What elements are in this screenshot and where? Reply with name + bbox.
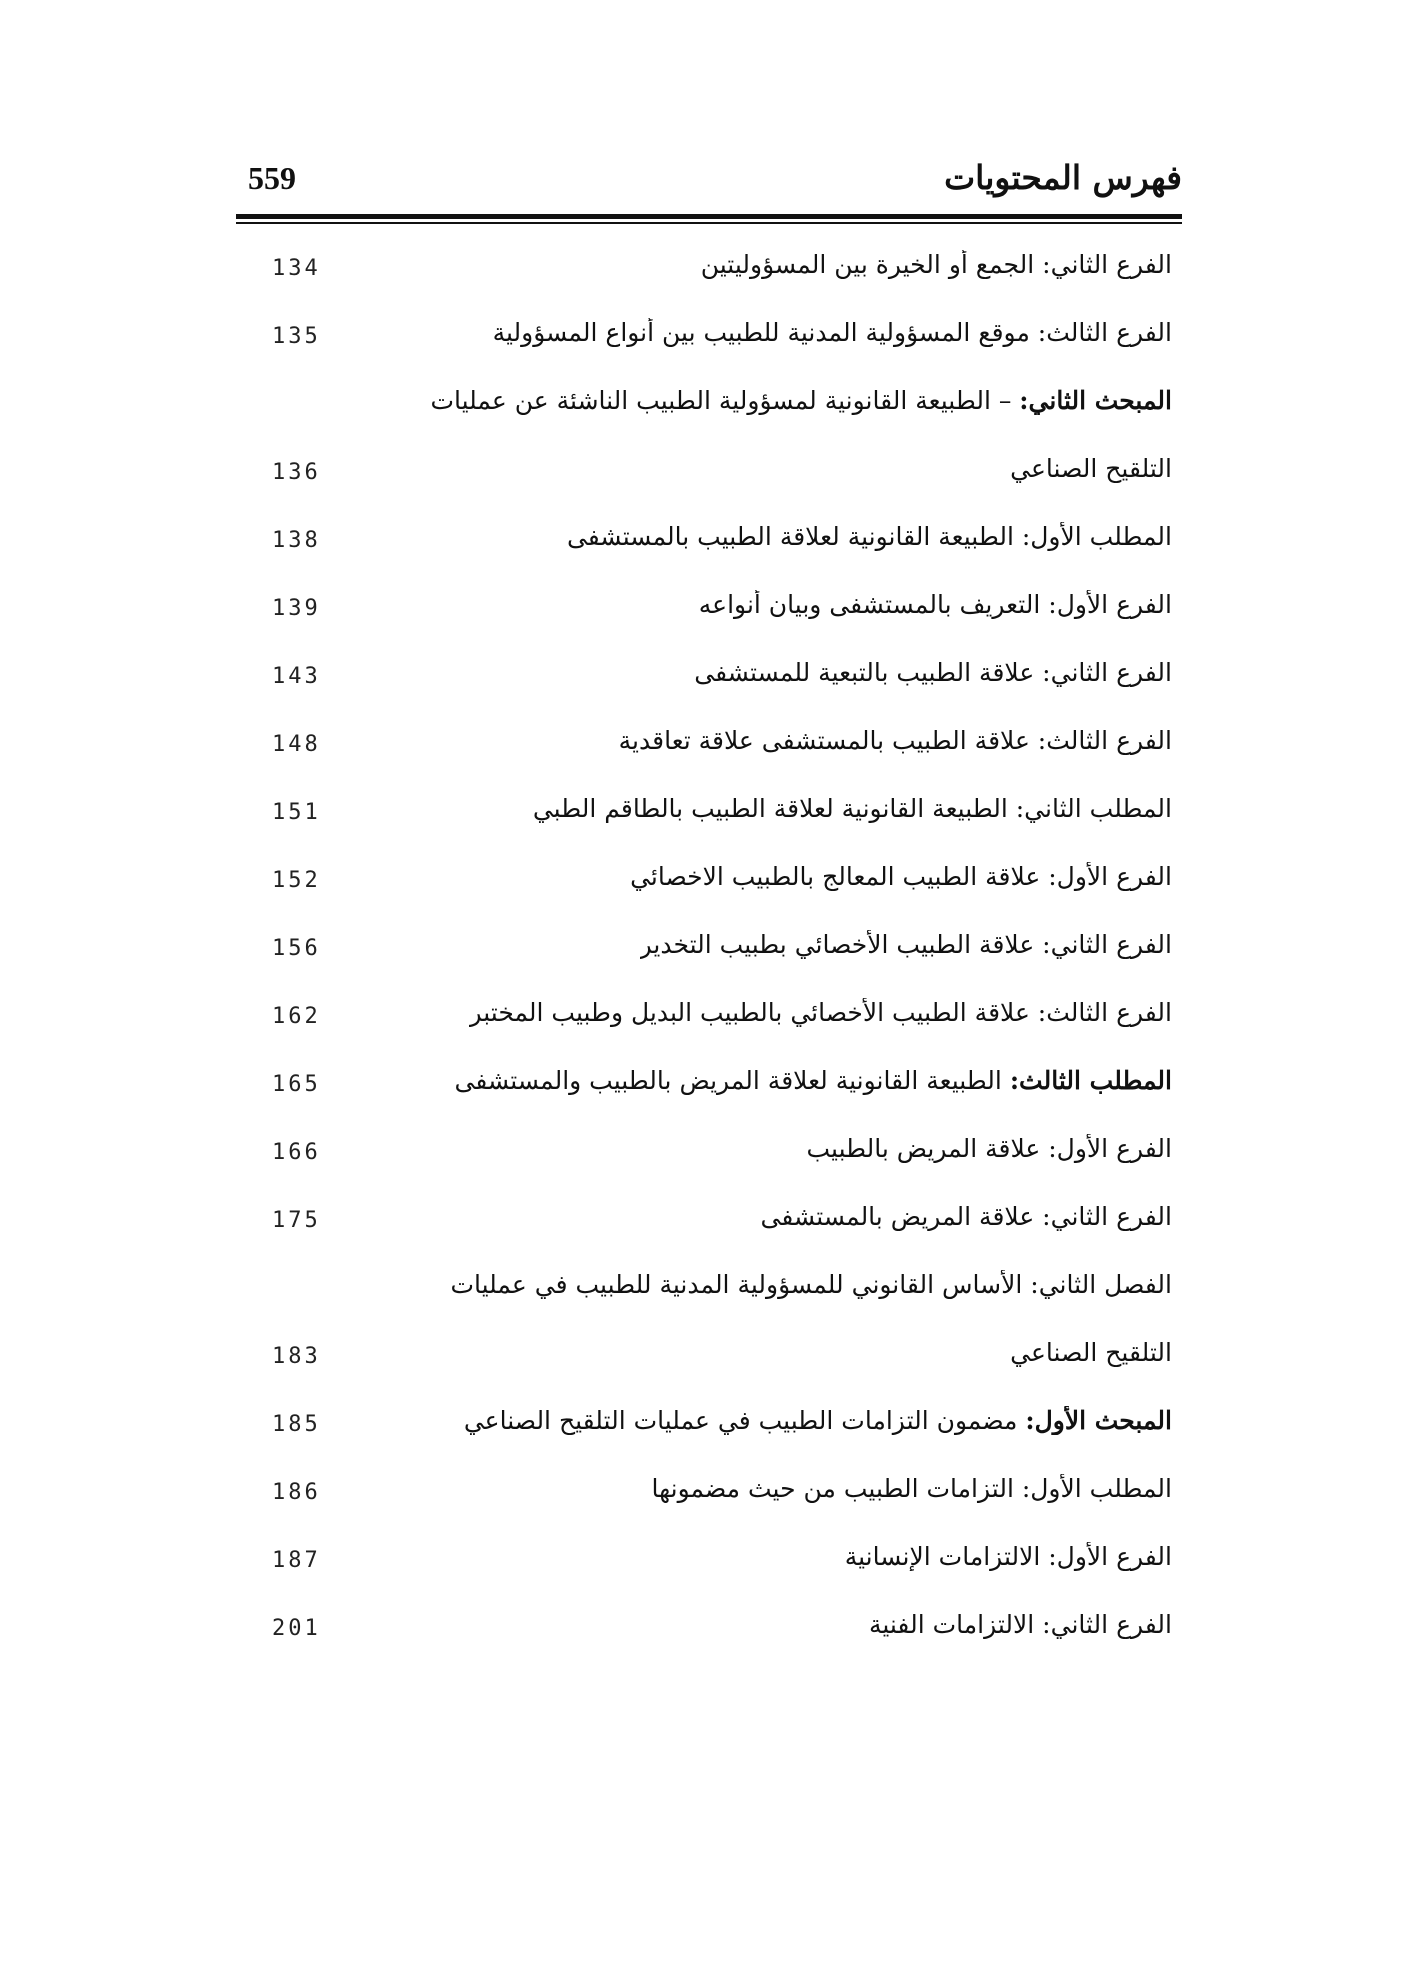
toc-entry xyxy=(236,988,1182,1056)
toc-entry-text: الفرع الثالث: موقع المسؤولية المدنية للطبيب بين أنواع المسؤولية xyxy=(492,318,1172,347)
toc-entry-page-number: 166 xyxy=(272,1140,321,1165)
toc-entry xyxy=(236,784,1182,852)
toc-entry-text: الفرع الأول: التعريف بالمستشفى وبيان أنواعه xyxy=(698,590,1172,619)
header-rule-thick xyxy=(236,214,1182,219)
toc-entry-text: التلقيح الصناعي xyxy=(1010,1338,1172,1367)
toc-entry-title xyxy=(652,1474,1173,1503)
toc-entry-title xyxy=(869,1610,1172,1639)
toc-entry-page-number: 185 xyxy=(272,1412,321,1437)
toc-entry-text: الفرع الثاني: الجمع أو الخيرة بين المسؤوليتين xyxy=(700,250,1172,279)
page-number: 559 xyxy=(248,160,296,196)
toc-entry xyxy=(236,308,1182,376)
toc-entry xyxy=(236,1532,1182,1600)
toc-entry-title xyxy=(701,250,1172,279)
toc-entry xyxy=(236,240,1182,308)
page-header xyxy=(236,150,1182,210)
toc-entry-text: الفرع الثاني: علاقة المريض بالمستشفى xyxy=(760,1202,1172,1231)
toc-entry-title xyxy=(469,998,1172,1027)
toc-entry-heading-label: المبحث الثاني: xyxy=(1019,386,1172,415)
toc-entry-title xyxy=(430,386,1172,415)
toc-entry-page-number: 165 xyxy=(272,1072,321,1097)
toc-entry-text: الفرع الأول: علاقة الطبيب المعالج بالطبيب الاخصائي xyxy=(630,862,1172,891)
running-title: فهرس المحتويات xyxy=(944,158,1182,197)
toc-entry-title xyxy=(619,726,1172,755)
toc-entry-page-number: 156 xyxy=(272,936,321,961)
toc-entry xyxy=(236,1192,1182,1260)
toc-entry-page-number: 162 xyxy=(272,1004,321,1029)
toc-entry-page-number: 151 xyxy=(272,800,321,825)
toc-entry-title xyxy=(493,318,1172,347)
toc-entry-page-number: 186 xyxy=(272,1480,321,1505)
toc-entry-text: الفصل الثاني: الأساس القانوني للمسؤولية المدنية للطبيب في عمليات xyxy=(450,1270,1172,1299)
toc-entry-title xyxy=(1010,454,1172,483)
toc-entry xyxy=(236,716,1182,784)
toc-entry-title xyxy=(760,1202,1172,1231)
toc-entry-text: الفرع الأول: الالتزامات الإنسانية xyxy=(844,1542,1172,1571)
toc-entry-title xyxy=(567,522,1172,551)
toc-entry-page-number: 201 xyxy=(272,1616,321,1641)
toc-entry xyxy=(236,1056,1182,1124)
toc-entry xyxy=(236,1600,1182,1668)
toc-entry-text: الطبيعة القانونية لعلاقة المريض بالطبيب والمستشفى xyxy=(454,1066,1002,1095)
toc-entry-text: المطلب الثاني: الطبيعة القانونية لعلاقة الطبيب بالطاقم الطبي xyxy=(532,794,1172,823)
toc-entry-text: التلقيح الصناعي xyxy=(1010,454,1172,483)
toc-entry-title xyxy=(807,1134,1173,1163)
toc-entry-text: الفرع الأول: علاقة المريض بالطبيب xyxy=(806,1134,1172,1163)
toc-entry-title xyxy=(699,590,1172,619)
toc-entry-heading-label: المبحث الأول: xyxy=(1025,1406,1172,1435)
toc-entry-text: – الطبيعة القانونية لمسؤولية الطبيب الناشئة عن عمليات xyxy=(430,386,1012,415)
toc-entry-page-number: 136 xyxy=(272,460,321,485)
toc-entry-page-number: 138 xyxy=(272,528,321,553)
toc-entry-title xyxy=(1010,1338,1172,1367)
toc-entry-title xyxy=(533,794,1172,823)
toc-entry-page-number: 135 xyxy=(272,324,321,349)
toc-entry-page-number: 187 xyxy=(272,1548,321,1573)
table-of-contents xyxy=(236,240,1182,1668)
toc-entry-text: المطلب الأول: التزامات الطبيب من حيث مضمونها xyxy=(651,1474,1172,1503)
toc-entry-title xyxy=(845,1542,1172,1571)
header-rule-thin xyxy=(236,222,1182,224)
toc-entry-page-number: 183 xyxy=(272,1344,321,1369)
toc-entry-page-number: 139 xyxy=(272,596,321,621)
toc-entry-text: الفرع الثاني: الالتزامات الفنية xyxy=(868,1610,1172,1639)
toc-entry-page-number: 143 xyxy=(272,664,321,689)
toc-entry-text: الفرع الثالث: علاقة الطبيب بالمستشفى علاقة تعاقدية xyxy=(618,726,1172,755)
toc-entry-title xyxy=(630,862,1172,891)
toc-entry-title xyxy=(694,658,1172,687)
toc-entry-text: المطلب الأول: الطبيعة القانونية لعلاقة الطبيب بالمستشفى xyxy=(566,522,1172,551)
toc-entry-title xyxy=(455,1066,1173,1095)
toc-entry xyxy=(236,1396,1182,1464)
toc-entry xyxy=(236,648,1182,716)
toc-entry xyxy=(236,1464,1182,1532)
toc-entry-title xyxy=(640,930,1172,959)
toc-entry-text: الفرع الثاني: علاقة الطبيب الأخصائي بطبيب التخدير xyxy=(639,930,1172,959)
toc-entry xyxy=(236,1260,1182,1328)
toc-entry-page-number: 175 xyxy=(272,1208,321,1233)
toc-entry-heading-label: المطلب الثالث: xyxy=(1009,1066,1172,1095)
toc-entry-page-number: 148 xyxy=(272,732,321,757)
toc-entry-page-number: 134 xyxy=(272,256,321,281)
toc-entry xyxy=(236,1124,1182,1192)
toc-entry xyxy=(236,512,1182,580)
toc-entry xyxy=(236,444,1182,512)
toc-entry xyxy=(236,1328,1182,1396)
toc-entry-page-number: 152 xyxy=(272,868,321,893)
toc-entry-text: الفرع الثالث: علاقة الطبيب الأخصائي بالطبيب البديل وطبيب المختبر xyxy=(469,998,1172,1027)
toc-entry-title xyxy=(464,1406,1172,1435)
toc-entry xyxy=(236,920,1182,988)
toc-entry xyxy=(236,376,1182,444)
toc-entry xyxy=(236,852,1182,920)
toc-entry xyxy=(236,580,1182,648)
toc-entry-text: مضمون التزامات الطبيب في عمليات التلقيح الصناعي xyxy=(463,1406,1018,1435)
toc-entry-text: الفرع الثاني: علاقة الطبيب بالتبعية للمستشفى xyxy=(694,658,1172,687)
toc-entry-title xyxy=(450,1270,1172,1299)
